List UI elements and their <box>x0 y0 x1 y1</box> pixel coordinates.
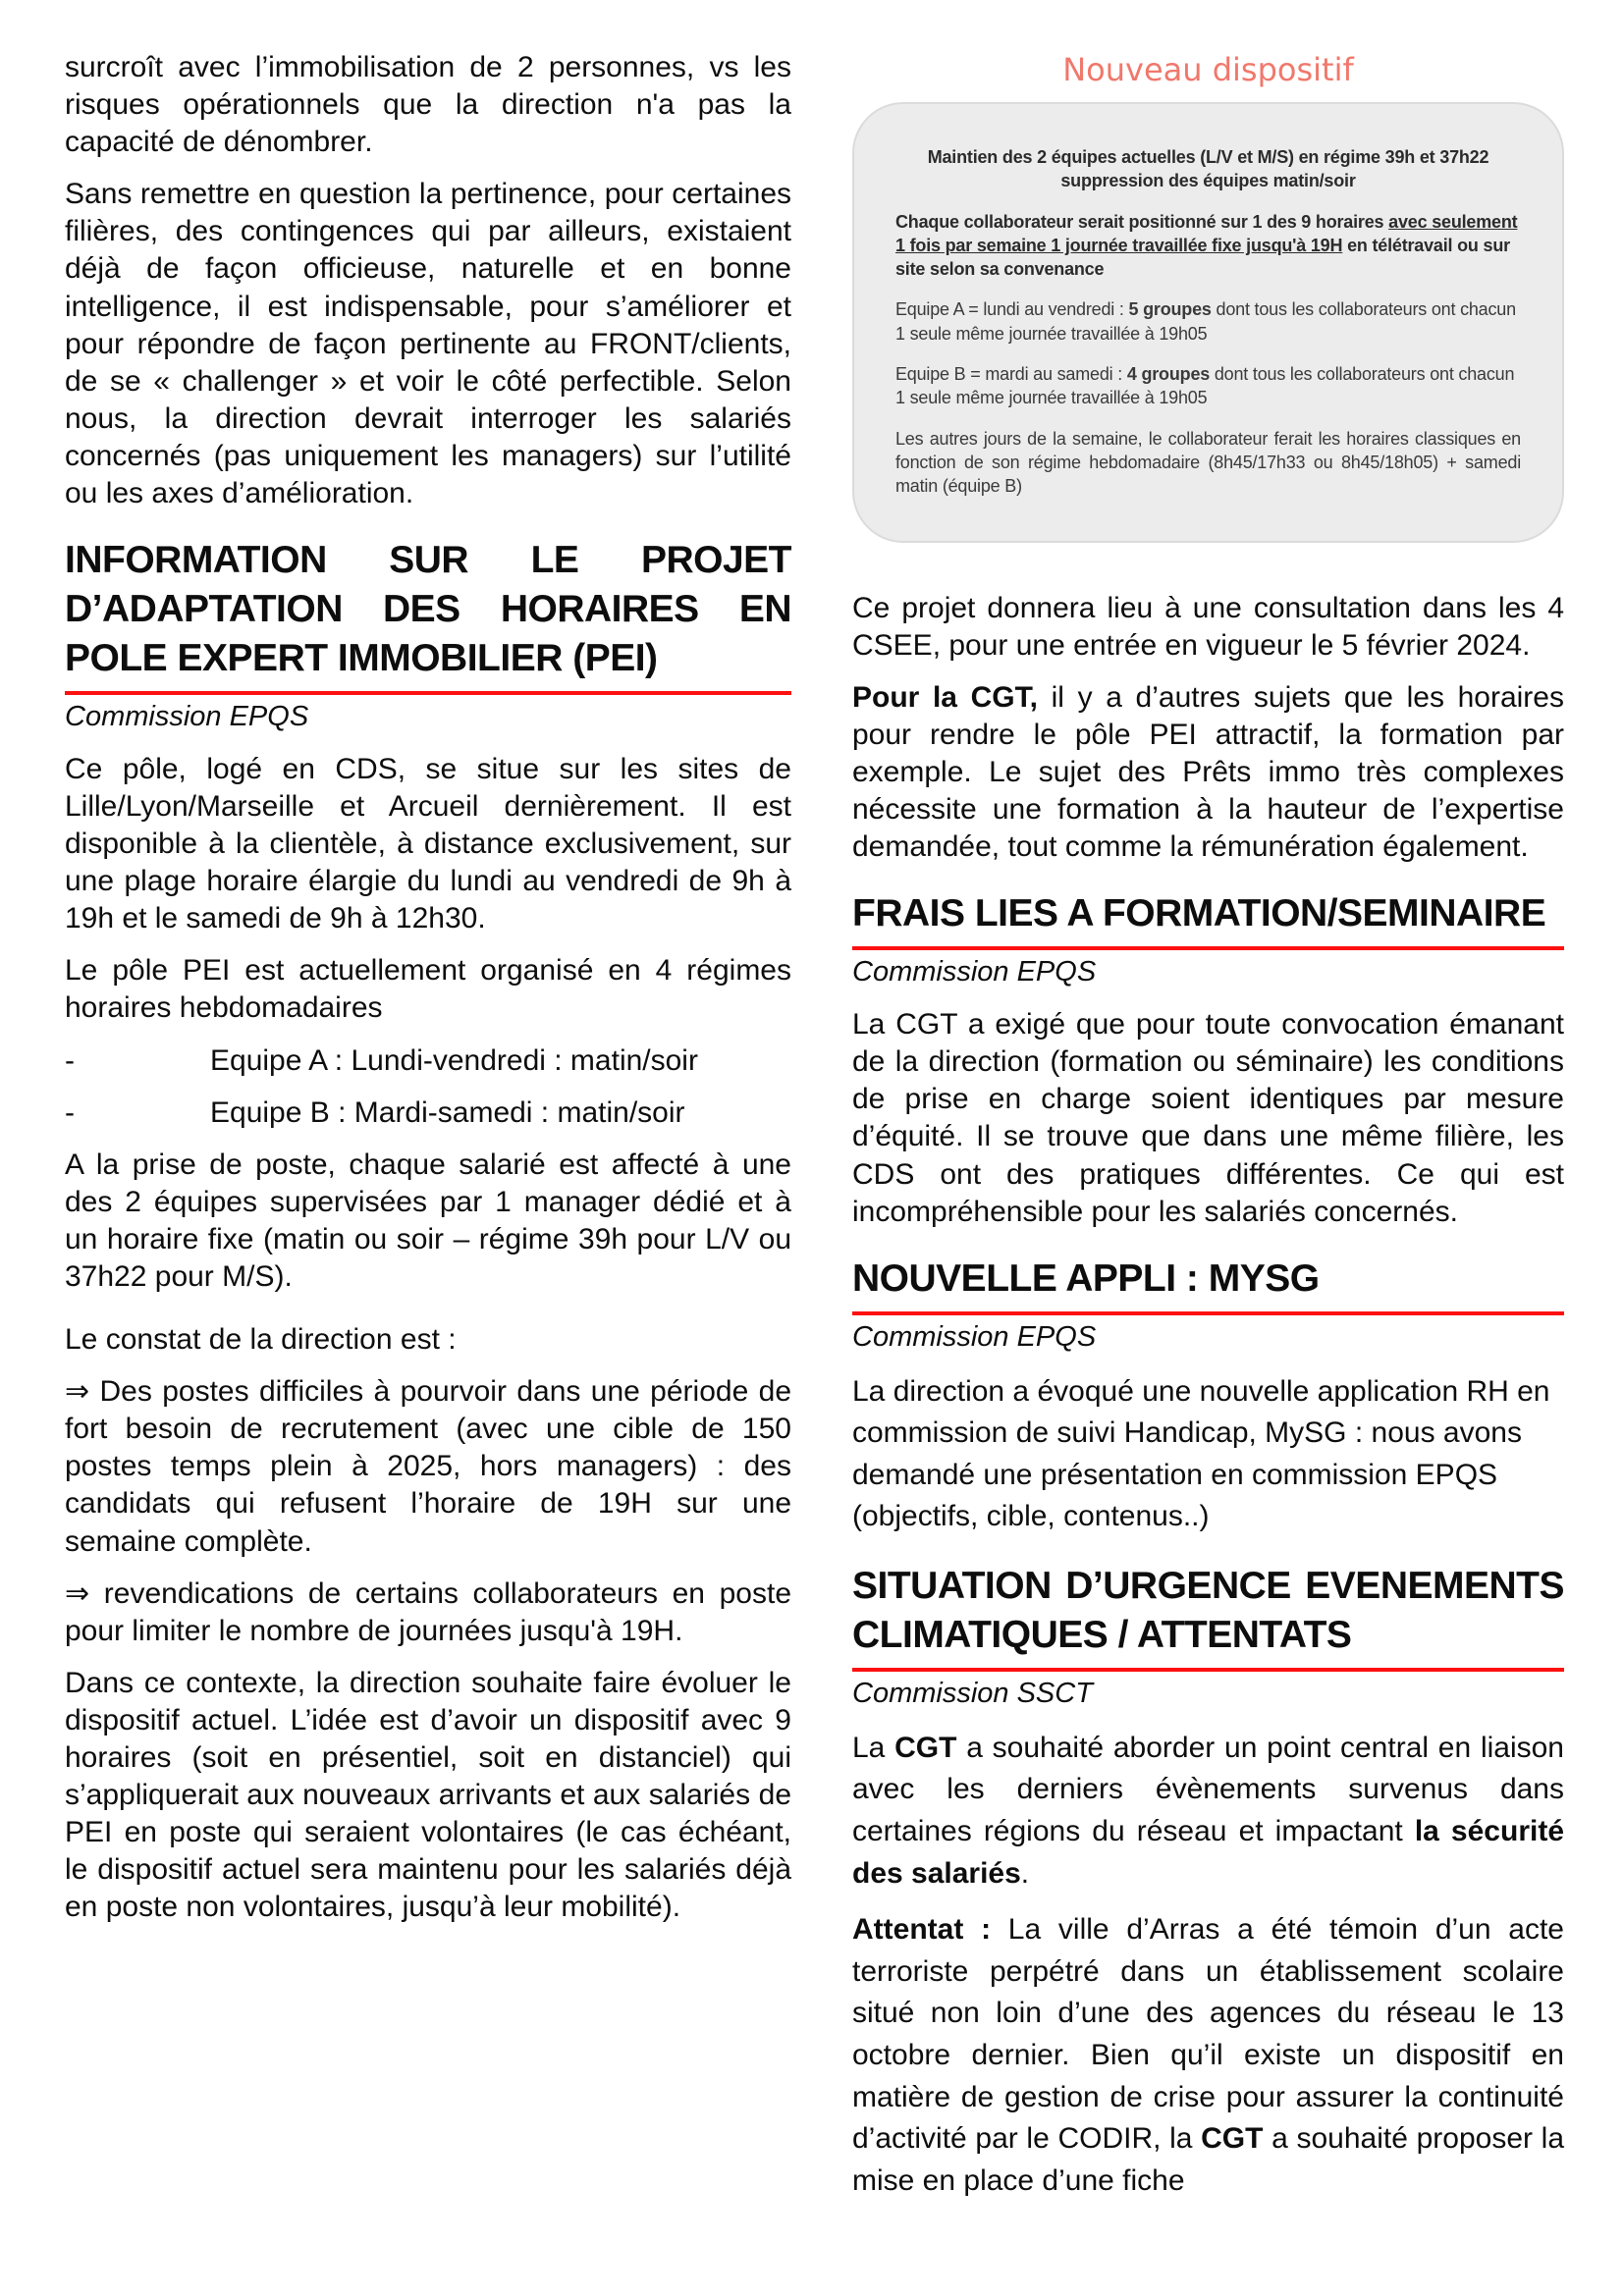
section-mysg-title: NOUVELLE APPLI : MYSG <box>852 1255 1564 1315</box>
section-urgence-commission: Commission SSCT <box>852 1677 1093 1709</box>
paragraph-consultation: Ce projet donnera lieu à une consultation dans les 4 CSEE, pour une entrée en vigueur le 5 février 2024. <box>852 591 1564 662</box>
section-mysg <box>852 1255 1564 1538</box>
section-frais-title: FRAIS LIES A FORMATION/SEMINAIRE <box>852 889 1564 950</box>
section-urgence <box>852 1562 1564 2202</box>
right-column <box>852 49 1564 2296</box>
section-mysg-commission: Commission EPQS <box>852 1320 1097 1353</box>
paragraph-pour-la-cgt: Pour la CGT, il y a d’autres sujets que les horaires pour rendre le pôle PEI attractif, la formation par exemple. Le sujet des Prêts immo très complexes nécessite une formation à la hauteur de l’expertise demandée, tout comme la rémunération également. <box>852 680 1564 864</box>
section-frais <box>852 889 1564 1230</box>
pei-arrow-item-1: ⇒ Des postes difficiles à pourvoir dans une période de fort besoin de recrutement (avec une cible de 150 postes temps plein à 2025, hors managers) : des candidats qui refusent l’horaire de 19H sur une semaine complète. <box>65 1375 791 1558</box>
mysg-paragraph: La direction a évoqué une nouvelle application RH en commission de suivi Handicap, MySG : nous avons demandé une présentation en commission EPQS (objectifs, cible, contenus..) <box>852 1374 1550 1533</box>
pei-paragraph-constat: Le constat de la direction est : <box>65 1323 457 1357</box>
section-pei-commission: Commission EPQS <box>65 700 309 732</box>
nouveau-dispositif-callout <box>852 51 1564 543</box>
callout-autres-jours: Les autres jours de la semaine, le collaborateur ferait les horaires classiques en fonction de son régime hebdomadaire (8h45/17h33 ou 8h45/18h05) + samedi matin (équipe B) <box>895 428 1521 497</box>
section-frais-commission: Commission EPQS <box>852 956 1097 988</box>
bullet-text: Equipe B : Mardi-samedi : matin/soir <box>210 1095 685 1129</box>
urgence-paragraph-securite: La CGT a souhaité aborder un point central en liaison avec les derniers évènements survenus dans certaines régions du réseau et impactant la sécurité des salariés. <box>852 1731 1564 1890</box>
callout-box <box>852 102 1564 543</box>
bullet-text: Equipe A : Lundi-vendredi : matin/soir <box>210 1043 698 1077</box>
section-urgence-title: SITUATION D’URGENCE EVENEMENTS CLIMATIQUES / ATTENTATS <box>852 1562 1564 1672</box>
callout-horaires: Chaque collaborateur serait positionné sur 1 des 9 horaires avec seulement 1 fois par semaine 1 journée travaillée fixe jusqu'à 19H en télétravail ou sur site selon sa convenance <box>895 211 1518 280</box>
left-column <box>65 49 791 2296</box>
paragraph-continuation: surcroît avec l’immobilisation de 2 personnes, vs les risques opérationnels que la direction n'a pas la capacité de dénombrer. <box>65 51 791 159</box>
pei-paragraph-presentation: Ce pôle, logé en CDS, se situe sur les sites de Lille/Lyon/Marseille et Arcueil dernièrement. Il est disponible à la clientèle, à distance exclusivement, sur une plage horaire élargie du lundi au vendredi de 9h à 19h et le samedi de 9h à 12h30. <box>65 752 791 935</box>
pei-paragraph-contexte: Dans ce contexte, la direction souhaite faire évoluer le dispositif actuel. L’idée est d’avoir un dispositif avec 9 horaires (soit en présentiel, soit en distanciel) qui s’appliquerait aux nouveaux arrivants et aux salariés de PEI en poste qui seraient volontaires (le cas échéant, le dispositif actuel sera maintenu pour les salariés déjà en poste non volontaires, jusqu’à leur mobilité). <box>65 1666 791 1924</box>
section-pei-title: INFORMATION SUR LE PROJET D’ADAPTATION DES HORAIRES EN POLE EXPERT IMMOBILIER (PEI) <box>65 536 791 695</box>
pei-paragraph-prise-de-poste: A la prise de poste, chaque salarié est affecté à une des 2 équipes supervisées par 1 manager dédié et à un horaire fixe (matin ou soir – régime 39h pour L/V ou 37h22 pour M/S). <box>65 1148 791 1293</box>
section-pei <box>65 536 791 1926</box>
callout-equipe-b: Equipe B = mardi au samedi : 4 groupes dont tous les collaborateurs ont chacun 1 seule même journée travaillée à 19h05 <box>895 364 1515 408</box>
paragraph-challenger: Sans remettre en question la pertinence, pour certaines filières, des contingences qui par ailleurs, existaient déjà de façon officieuse, naturelle et en bonne intelligence, il est indispensable, pour s’améliorer et pour répondre de façon pertinente au FRONT/clients, de se « challenger » et voir le côté perfectible. Selon nous, la direction devrait interroger les salariés concernés (pas uniquement les managers) sur l’utilité ou les axes d’amélioration. <box>65 178 791 510</box>
frais-paragraph: La CGT a exigé que pour toute convocation émanant de la direction (formation ou séminaire) les conditions de prise en charge soient identiques par mesure d’équité. Il se trouve que dans une même filière, les CDS ont des pratiques différentes. Ce qui est incompréhensible pour les salariés concernés. <box>852 1008 1564 1228</box>
pei-arrow-item-2: ⇒ revendications de certains collaborateurs en poste pour limiter le nombre de journées jusqu'à 19H. <box>65 1576 791 1647</box>
bullet-equipe-a <box>65 1042 791 1080</box>
bullet-dash: - <box>65 1043 75 1077</box>
callout-maintien: Maintien des 2 équipes actuelles (L/V et M/S) en régime 39h et 37h22 suppression des équipes matin/soir <box>927 147 1489 191</box>
bullet-dash: - <box>65 1095 75 1129</box>
callout-title: Nouveau dispositif <box>1062 51 1354 88</box>
bullet-equipe-b <box>65 1095 791 1132</box>
pei-paragraph-regimes: Le pôle PEI est actuellement organisé en 4 régimes horaires hebdomadaires <box>65 954 791 1025</box>
callout-equipe-a: Equipe A = lundi au vendredi : 5 groupes dont tous les collaborateurs ont chacun 1 seule même journée travaillée à 19h05 <box>895 299 1516 344</box>
urgence-paragraph-attentat: Attentat : La ville d’Arras a été témoin d’un acte terroriste perpétré dans un établissement scolaire situé non loin d’une des agences du réseau le 13 octobre dernier. Bien qu’il existe un dispositif en matière de gestion de crise pour assurer la continuité d’activité par le CODIR, la CGT a souhaité proposer la mise en place d’une fiche <box>852 1913 1565 2197</box>
